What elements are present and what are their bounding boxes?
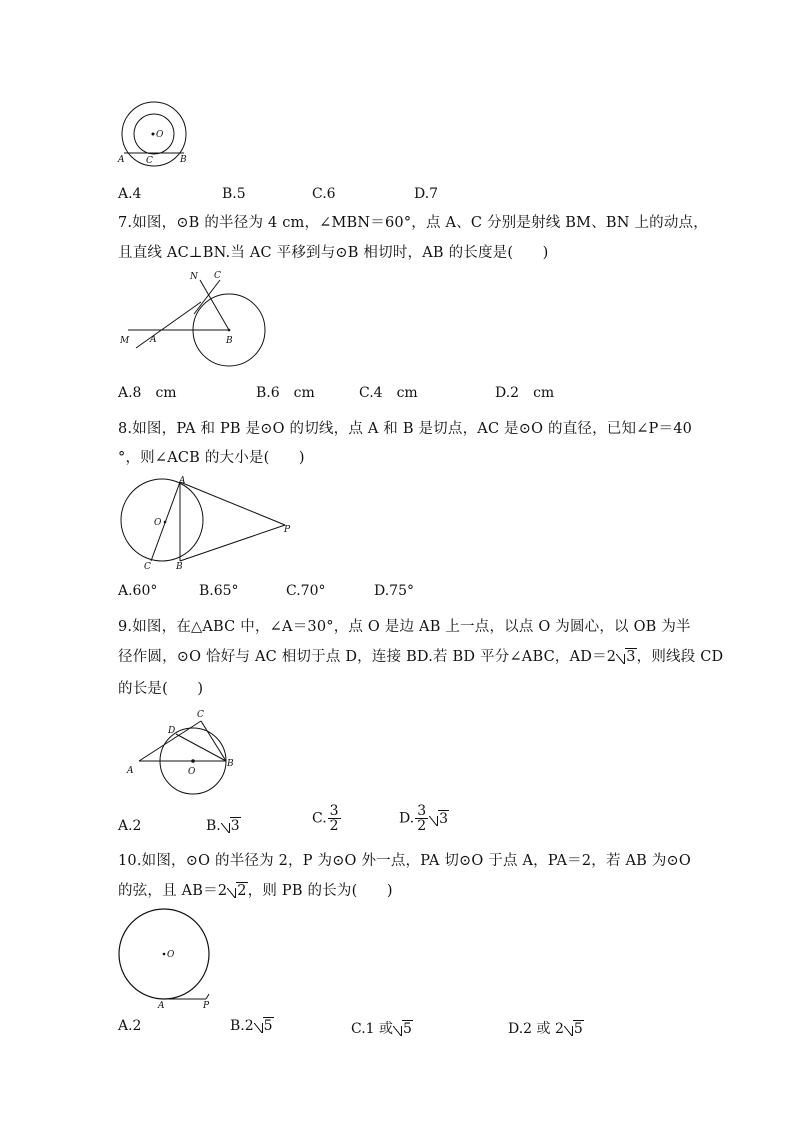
q8-figure <box>118 474 298 574</box>
q10-option-c-radicand: 5 <box>403 1021 412 1037</box>
q10-line2-pre: 的弦，且 AB＝2 <box>118 883 228 899</box>
q10-option-c-prefix: C.1 或 <box>351 1021 394 1037</box>
q6-label-a: A <box>118 155 125 165</box>
q10-option-a[interactable]: A.2 <box>118 1018 142 1034</box>
q9-line2-post: ，则线段 CD <box>636 649 724 665</box>
q8-label-o: O <box>154 518 162 528</box>
q9-option-b[interactable] <box>206 818 241 834</box>
q9-option-a[interactable]: A.2 <box>118 818 142 834</box>
q7-label-n: N <box>190 272 198 282</box>
q8-text-line1: 8.如图，PA 和 PB 是⊙O 的切线，点 A 和 B 是切点，AC 是⊙O 的直径，已知∠P＝40 <box>118 421 693 437</box>
q7-figure <box>116 266 276 376</box>
q9-option-d-radicand: 3 <box>439 810 449 827</box>
q10-option-b[interactable] <box>230 1018 274 1034</box>
q9-option-c[interactable] <box>312 804 342 833</box>
q9-option-b-radicand: 3 <box>230 818 240 834</box>
q7-label-c: C <box>214 271 221 281</box>
q9-option-d-sqrt <box>429 811 449 827</box>
q9-option-d-fraction <box>415 804 428 833</box>
q7-option-c[interactable]: C.4 cm <box>359 385 418 401</box>
q9-text-line1: 9.如图，在△ABC 中，∠A＝30°，点 O 是边 AB 上一点，以点 O 为圆心，以 OB 为半 <box>118 619 691 635</box>
q9-text-line3: 的长是( ) <box>118 681 204 697</box>
q10-option-d-sqrt <box>564 1021 584 1037</box>
q9-label-o: O <box>188 767 196 777</box>
q9-option-b-prefix: B. <box>206 818 221 834</box>
q10-label-a: A <box>158 1001 165 1011</box>
q9-option-d[interactable] <box>399 804 449 833</box>
q10-label-o: O <box>167 950 175 960</box>
q8-option-c[interactable]: C.70° <box>286 583 326 599</box>
q9-line2-sqrt <box>616 649 636 665</box>
q9-option-c-numerator: 3 <box>329 803 339 819</box>
q6-label-b: B <box>180 155 187 165</box>
q10-line2-sqrt <box>227 883 247 899</box>
q9-option-d-prefix: D. <box>399 810 415 827</box>
q8-label-b: B <box>176 562 183 572</box>
q10-label-p: P <box>203 1001 210 1011</box>
q9-figure <box>122 706 242 796</box>
q10-option-c[interactable] <box>351 1018 413 1038</box>
q6-figure <box>116 98 196 168</box>
q9-label-c: C <box>197 710 204 720</box>
q9-option-c-prefix: C. <box>312 810 327 827</box>
q9-option-d-denominator: 2 <box>417 818 427 834</box>
q9-label-d: D <box>168 726 176 736</box>
q8-text-line2: °，则∠ACB 的大小是( ) <box>118 450 305 466</box>
q9-option-c-fraction <box>328 804 341 833</box>
q7-option-a[interactable]: A.8 cm <box>118 385 177 401</box>
q6-option-b[interactable]: B.5 <box>222 186 246 202</box>
q9-option-b-sqrt <box>221 818 241 834</box>
q9-option-c-denominator: 2 <box>329 818 339 834</box>
q10-option-b-radicand: 5 <box>263 1018 273 1034</box>
q10-option-c-sqrt <box>393 1021 413 1037</box>
q6-option-c[interactable]: C.6 <box>312 186 336 202</box>
q7-label-m: M <box>120 336 130 346</box>
q6-option-a[interactable]: A.4 <box>118 186 142 202</box>
q6-label-c: C <box>146 156 153 166</box>
q10-option-d[interactable] <box>508 1018 584 1038</box>
q6-label-o: O <box>156 130 164 140</box>
q10-option-b-sqrt <box>254 1018 274 1034</box>
q10-option-d-prefix: D.2 或 2 <box>508 1021 564 1037</box>
q9-line2-pre: 径作圆，⊙O 恰好与 AC 相切于点 D，连接 BD.若 BD 平分∠ABC，AD＝2 <box>118 649 617 665</box>
q7-option-b[interactable]: B.6 cm <box>256 385 315 401</box>
q10-option-d-radicand: 5 <box>573 1021 583 1037</box>
q7-text-line1: 7.如图，⊙B 的半径为 4 cm，∠MBN＝60°，点 A、C 分别是射线 BM、BN 上的动点， <box>118 215 708 231</box>
q7-label-a: A <box>150 335 157 345</box>
q9-option-d-numerator: 3 <box>417 803 427 819</box>
q9-line2-radicand: 3 <box>626 649 636 665</box>
q9-label-b: B <box>227 759 234 769</box>
q10-figure <box>116 906 226 1010</box>
q8-label-p: P <box>284 525 291 535</box>
q7-text-line2: 且直线 AC⊥BN.当 AC 平移到与⊙B 相切时，AB 的长度是( ) <box>118 245 549 261</box>
q8-label-a: A <box>179 476 186 486</box>
q10-option-b-prefix: B.2 <box>230 1018 254 1034</box>
q8-option-a[interactable]: A.60° <box>118 583 158 599</box>
q9-label-a: A <box>127 766 134 776</box>
q8-label-c: C <box>144 562 151 572</box>
q10-line2-radicand: 2 <box>237 883 247 899</box>
q9-text-line2 <box>118 645 723 666</box>
q10-text-line1: 10.如图，⊙O 的半径为 2，P 为⊙O 外一点，PA 切⊙O 于点 A，PA＝2，若 AB 为⊙O <box>118 853 691 869</box>
q10-text-line2 <box>118 879 393 900</box>
q10-line2-post: ，则 PB 的长为( ) <box>247 883 393 899</box>
q7-label-b: B <box>226 336 233 346</box>
q8-option-d[interactable]: D.75° <box>374 583 414 599</box>
q7-option-d[interactable]: D.2 cm <box>495 385 555 401</box>
q6-option-d[interactable]: D.7 <box>414 186 439 202</box>
q8-option-b[interactable]: B.65° <box>199 583 239 599</box>
